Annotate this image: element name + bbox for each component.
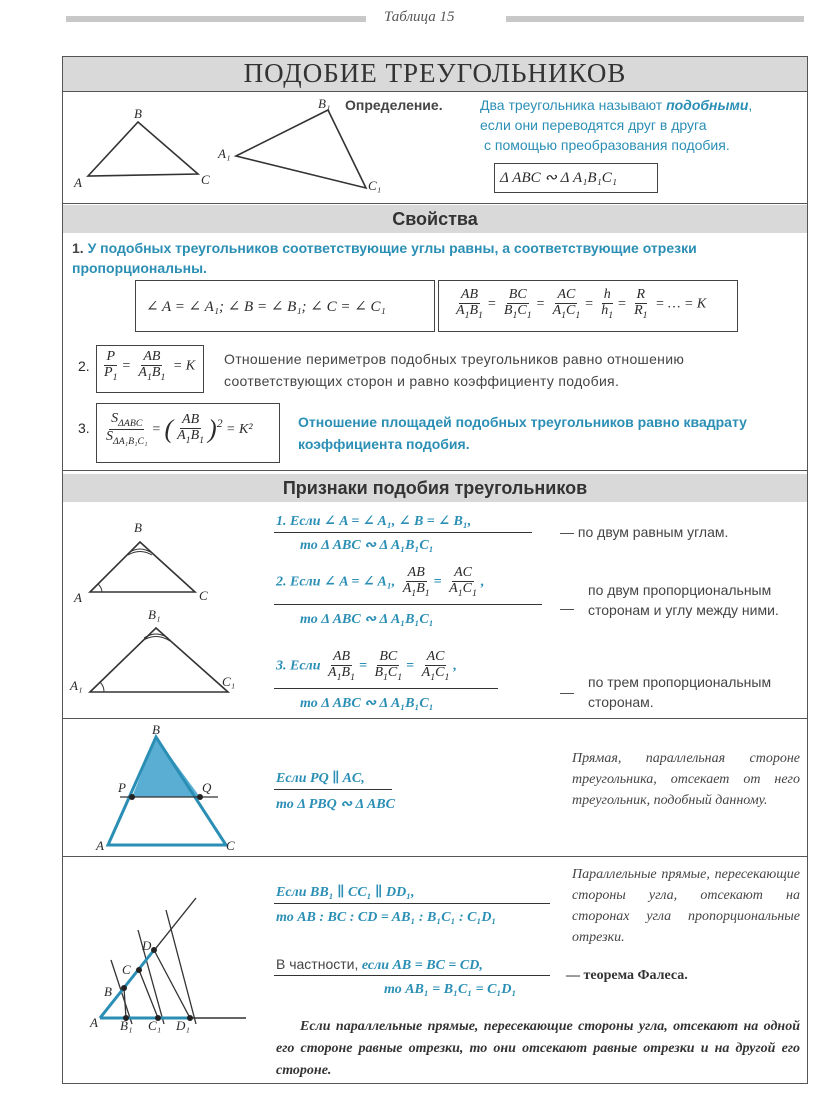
thales-particular <box>276 956 483 974</box>
criterion-3-if: 3. Если $\frac{AB}{A_1B_1}$ = $\frac{BC}{B_1C_1}$ = $\frac{AC}{A_1C_1}$ , <box>276 649 457 683</box>
thales-footer: Если параллельные прямые, пересекающие стороны угла, отсекают на одной его стороне равные отрезки, то они отсекают равные отрезки и на другой его стороне. <box>276 1019 800 1078</box>
thales-label-b1: B₁ <box>120 1018 133 1033</box>
criteria-triangles <box>70 520 270 720</box>
criterion-3-note: по трем пропорциональным сторонам. <box>588 674 772 710</box>
criteria-label-b1: B₁ <box>148 607 161 622</box>
criterion-1-rule <box>274 532 532 533</box>
thales-if: Если BB₁ ∥ CC₁ ∥ DD₁, <box>276 885 415 900</box>
label-c1: C₁ <box>368 178 382 193</box>
area-formula: $\frac{S_{\Delta ABC}}{S_{\Delta A_1B_1C_1}}$ = ( $\frac{AB}{A_1B_1}$ )$^2$ = K² <box>106 411 253 447</box>
thales-theorem: — теорема Фалеса. <box>566 968 688 983</box>
area-tail: = K² <box>226 421 253 437</box>
definition-formula: Δ ABC ∾ Δ A₁B₁C₁ <box>500 170 617 186</box>
divider <box>63 856 807 857</box>
header-rule-right <box>506 16 804 22</box>
property-1 <box>72 238 802 278</box>
thales-label-c: C <box>122 962 131 977</box>
definition-text2: , <box>748 97 753 113</box>
criterion-2-if: 2. Если ∠ A = ∠ A₁, $\frac{AB}{A_1B_1}$ = $\frac{AC}{A_1C_1}$ , <box>276 565 485 599</box>
parallel-label-p: P <box>118 780 126 795</box>
criteria-label-c: C <box>199 588 208 603</box>
label-a: A <box>74 175 82 190</box>
criteria-label-a: A <box>74 590 82 605</box>
parallel-then: то Δ PBQ ∾ Δ ABC <box>276 797 395 812</box>
criterion-3-rule <box>274 688 498 689</box>
parallel-rule <box>274 789 392 790</box>
criterion-2-note: по двум пропорциональным сторонам и углу между ними. <box>588 582 779 618</box>
header-rule-left <box>66 16 366 22</box>
parallel-label-q: Q <box>202 780 212 795</box>
property-1-num: 1. <box>72 240 84 256</box>
thales-particular-rule <box>274 975 550 976</box>
criteria-label-b: B <box>134 520 142 535</box>
criterion-1-then: то Δ ABC ∾ Δ A₁B₁C₁ <box>300 538 434 553</box>
label-b1: B₁ <box>318 96 331 111</box>
definition-text1: Два треугольника называют <box>480 97 667 113</box>
definition-line2: если они переводятся друг в друга <box>480 117 707 133</box>
thales-label-b: B <box>104 984 112 999</box>
parallel-note: Прямая, параллельная стороне треугольника, отсекает от него треугольник, подобный данному. <box>572 751 800 808</box>
definition-term: Определение. <box>345 97 443 113</box>
angles-formula: ∠ A = ∠ A₁; ∠ B = ∠ B₁; ∠ C = ∠ C₁ <box>146 299 386 315</box>
property-2-num: 2. <box>78 358 90 374</box>
thales-label-d: D <box>142 938 152 953</box>
criterion-2-then: то Δ ABC ∾ Δ A₁B₁C₁ <box>300 612 434 627</box>
property-3-num: 3. <box>78 420 90 436</box>
definition-highlight: подобными <box>666 97 749 113</box>
label-c: C <box>201 172 210 187</box>
property-1-text: У подобных треугольников соответствующие углы равны, а соответствующие отрезки пропорциональны. <box>72 240 697 276</box>
criterion-3-prefix: 3. Если <box>276 658 321 674</box>
thales-label-d1: D₁ <box>176 1018 190 1033</box>
ratio-formula: $\frac{AB}{A_1B_1}$ = $\frac{BC}{B_1C_1}$ = $\frac{AC}{A_1C_1}$ = $\frac{h}{h_1}$ = $\frac{R}{R_1}$ = … = K <box>456 287 707 321</box>
thales-particular-if: если AB = BC = CD, <box>361 958 483 973</box>
page-title: ПОДОБИЕ ТРЕУГОЛЬНИКОВ <box>243 58 627 88</box>
perimeter-formula: $\frac{P}{P_1}$ = $\frac{AB}{A_1B_1}$ = K <box>104 349 196 383</box>
divider <box>63 718 807 719</box>
criterion-1-if: 1. Если ∠ A = ∠ A₁, ∠ B = ∠ B₁, <box>276 514 472 529</box>
definition-line1 <box>480 97 752 113</box>
triangle-abc <box>70 100 350 200</box>
thales-figure <box>86 890 286 1030</box>
thales-label-c1: C₁ <box>148 1018 162 1033</box>
parallel-label-c: C <box>226 838 235 853</box>
divider <box>63 470 807 471</box>
thales-note: Параллельные прямые, пересекающие стороны угла, отсекают на сторонах угла пропорциональные отрезки. <box>572 867 800 945</box>
properties-heading: Свойства <box>392 209 478 229</box>
perimeter-tail: = K <box>172 358 196 374</box>
criterion-3-then: то Δ ABC ∾ Δ A₁B₁C₁ <box>300 696 434 711</box>
criterion-2-dash: — <box>560 600 574 616</box>
criteria-label-a1: A₁ <box>70 678 83 693</box>
thales-particular-then: то AB₁ = B₁C₁ = C₁D₁ <box>384 982 517 997</box>
criteria-heading: Признаки подобия треугольников <box>282 478 588 498</box>
label-b: B <box>134 106 142 121</box>
parallel-triangle <box>90 725 250 855</box>
divider <box>63 203 807 204</box>
parallel-if: Если PQ ∥ AC, <box>276 771 365 786</box>
criteria-label-c1: C₁ <box>222 674 236 689</box>
property-2-text: Отношение периметров подобных треугольников равно отношению соответствующих сторон и равно коэффициенту подобия. <box>224 351 685 389</box>
criterion-2-rule <box>274 604 542 605</box>
thales-particular-prefix: В частности, <box>276 956 359 972</box>
criterion-2-prefix: 2. Если ∠ A = ∠ A₁, <box>276 574 396 590</box>
label-a1: A₁ <box>218 146 231 161</box>
definition-line3: с помощью преобразования подобия. <box>484 137 730 153</box>
parallel-label-b: B <box>152 722 160 737</box>
thales-rule <box>274 903 550 904</box>
table-label: Таблица 15 <box>384 9 455 25</box>
thales-then: то AB : BC : CD = AB₁ : B₁C₁ : C₁D₁ <box>276 910 497 925</box>
parallel-label-a: A <box>96 838 104 853</box>
thales-label-a: A <box>90 1015 98 1030</box>
divider <box>63 91 807 92</box>
ratio-tail: = … = K <box>655 296 707 312</box>
property-3-text: Отношение площадей подобных треугольников равно квадрату коэффициента подобия. <box>298 414 747 452</box>
criterion-3-dash: — <box>560 684 574 700</box>
criterion-1-note: — по двум равным углам. <box>560 524 729 540</box>
